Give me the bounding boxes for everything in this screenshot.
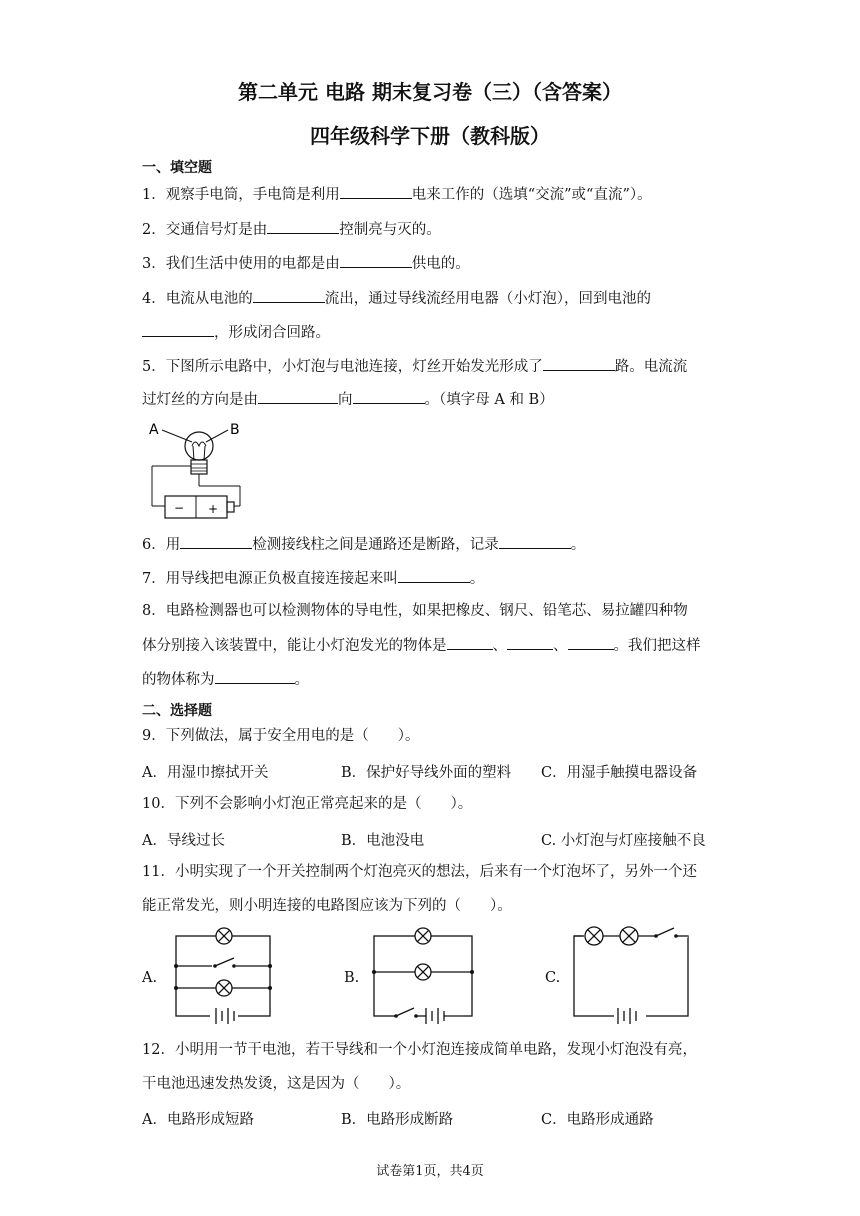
answer-blank[interactable] xyxy=(340,253,412,268)
question-12-line-2: 干电池迅速发热发烫，这是因为（ ）。 xyxy=(142,1076,411,1092)
question-6: 6．用 检测接线柱之间是通路还是断路，记录 。 xyxy=(142,534,585,555)
answer-blank[interactable] xyxy=(267,219,339,234)
page-footer: 试卷第1页，共4页 xyxy=(376,1164,484,1179)
answer-blank[interactable] xyxy=(340,184,412,199)
q11-option-a-label[interactable]: A. xyxy=(142,970,158,986)
answer-blank[interactable] xyxy=(507,635,553,650)
answer-blank[interactable] xyxy=(353,389,425,404)
label-a: A xyxy=(149,422,159,438)
bulb-battery-circuit-figure xyxy=(140,416,250,524)
question-2: 2．交通信号灯是由 控制亮与灭的。 xyxy=(142,219,441,240)
circuit-diagram-c xyxy=(568,924,694,1028)
question-4-line-2: ，形成闭合回路。 xyxy=(142,322,330,343)
q12-option-a[interactable]: A．电路形成短路 xyxy=(142,1112,254,1128)
q10-option-a[interactable]: A．导线过长 xyxy=(142,833,225,849)
page-subtitle: 四年级科学下册（教科版） xyxy=(310,124,550,148)
question-10: 10．下列不会影响小灯泡正常亮起来的是（ ）。 xyxy=(142,796,473,812)
answer-blank[interactable] xyxy=(543,356,615,371)
question-8-line-2: 体分别接入该装置中，能让小灯泡发光的物体是 、 、 。我们把这样 xyxy=(142,635,701,656)
answer-blank[interactable] xyxy=(499,534,571,549)
battery-minus-label: − xyxy=(174,501,185,515)
question-3: 3．我们生活中使用的电都是由 供电的。 xyxy=(142,253,470,274)
answer-blank[interactable] xyxy=(180,534,252,549)
q9-option-b[interactable]: B．保护好导线外面的塑料 xyxy=(341,765,512,781)
question-11-line-1: 11．小明实现了一个开关控制两个灯泡亮灭的想法，后来有一个灯泡坏了，另外一个还 xyxy=(142,864,697,880)
q12-option-b[interactable]: B．电路形成断路 xyxy=(341,1112,454,1128)
q10-option-b[interactable]: B．电池没电 xyxy=(341,833,425,849)
q12-option-c[interactable]: C．电路形成通路 xyxy=(541,1112,654,1128)
q9-option-a[interactable]: A．用湿巾擦拭开关 xyxy=(142,765,269,781)
question-7: 7．用导线把电源正负极直接连接起来叫 。 xyxy=(142,568,484,589)
question-4-line-1: 4．电流从电池的 流出，通过导线流经用电器（小灯泡），回到电池的 xyxy=(142,288,651,309)
answer-blank[interactable] xyxy=(258,389,338,404)
answer-blank[interactable] xyxy=(568,635,614,650)
question-12-line-1: 12．小明用一节干电池，若干导线和一个小灯泡连接成简单电路，发现小灯泡没有亮， xyxy=(142,1042,697,1058)
question-1: 1．观察手电筒，手电筒是利用 电来工作的（选填“交流”或“直流”）。 xyxy=(142,184,652,205)
section-heading-fill-blank: 一、填空题 xyxy=(142,160,212,176)
section-heading-multiple-choice: 二、选择题 xyxy=(142,703,212,719)
answer-blank[interactable] xyxy=(215,669,295,684)
q9-option-c[interactable]: C．用湿手触摸电器设备 xyxy=(541,765,698,781)
label-b: B xyxy=(230,422,240,438)
answer-blank[interactable] xyxy=(142,322,214,337)
question-11-line-2: 能正常发光，则小明连接的电路图应该为下列的（ ）。 xyxy=(142,898,512,914)
question-8-line-3: 的物体称为 。 xyxy=(142,669,309,690)
question-5-line-1: 5．下图所示电路中，小灯泡与电池连接，灯丝开始发光形成了 路。电流流 xyxy=(142,356,687,377)
circuit-diagram-b xyxy=(368,924,478,1028)
battery-plus-label: + xyxy=(208,502,219,516)
answer-blank[interactable] xyxy=(253,288,325,303)
question-8-line-1: 8．电路检测器也可以检测物体的导电性，如果把橡皮、钢尺、铅笔芯、易拉罐四种物 xyxy=(142,603,688,619)
q11-option-c-label[interactable]: C. xyxy=(545,970,561,986)
answer-blank[interactable] xyxy=(447,635,493,650)
page-title: 第二单元 电路 期末复习卷（三）（含答案） xyxy=(238,80,622,104)
circuit-diagram-a xyxy=(168,926,276,1030)
q10-option-c[interactable]: C. 小灯泡与灯座接触不良 xyxy=(541,833,706,849)
question-5-line-2: 过灯丝的方向是由 向 。（填字母 A 和 B） xyxy=(142,389,554,410)
q11-option-b-label[interactable]: B. xyxy=(344,970,360,986)
question-9: 9．下列做法，属于安全用电的是（ ）。 xyxy=(142,728,420,744)
answer-blank[interactable] xyxy=(398,568,470,583)
